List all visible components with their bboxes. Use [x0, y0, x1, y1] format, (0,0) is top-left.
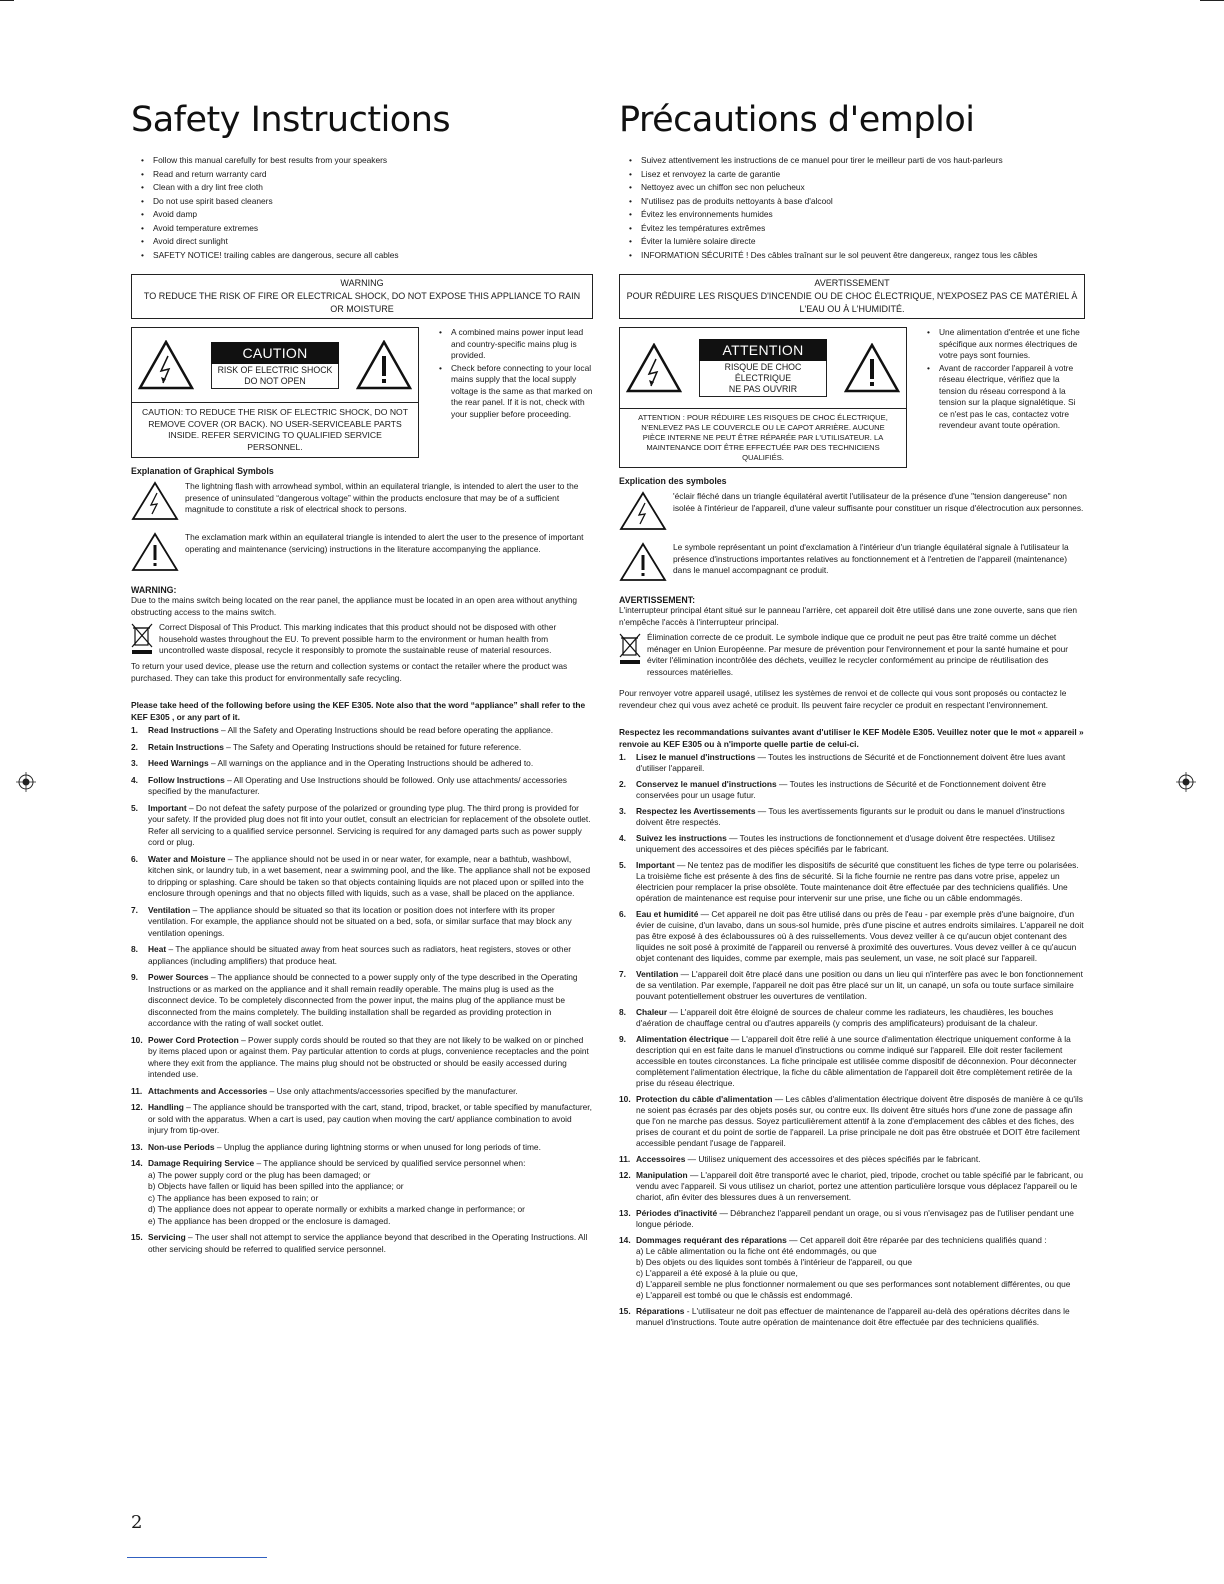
- caution-sub-text: RISK OF ELECTRIC SHOCK: [217, 364, 333, 375]
- return-paragraph: To return your used device, please use the return and collection systems or contact the retailer where the product was purchased. They can take this product for environmentally safe recycling.: [131, 661, 568, 683]
- instruction-item: [131, 905, 593, 940]
- item-description: — L'appareil doit être placé dans une position ou dans un lieu qui n'interfère pas avec le bon fonctionnement de sa ventilation. Par exemple, l'appareil ne doit pas être placé sur un lit, un canapé, un sofa ou toute surface similaire pouvant potentiellement obstruer les ouvertures de ventilation.: [636, 969, 1083, 1001]
- symbol-text: 'éclair fléché dans un triangle équilatéral avertit l'utilisateur de la présence d'une "tension dangereuse" non isolée à l'intérieur de l'appareil, d'une valeur suffisante pour constituer un risque d'électrocution aux personnes.: [673, 491, 1084, 513]
- sub-item: d) L'appareil semble ne plus fonctionner normalement ou que ses performances sont notablement différentes, ou que: [636, 1279, 1071, 1289]
- crop-mark-top-right: [1200, 0, 1224, 1]
- instruction-item: [131, 1158, 593, 1227]
- instruction-item: [619, 1154, 1085, 1165]
- sub-item: e) L'appareil est tombé ou que le châssis est endommagé.: [636, 1290, 853, 1300]
- lightning-triangle-icon: [619, 491, 667, 536]
- instruction-item: [619, 969, 1085, 1002]
- list-item: • Read and return warranty card: [143, 168, 593, 182]
- item-number: 6.: [619, 909, 626, 919]
- item-title: Power Cord Protection: [148, 1034, 239, 1045]
- instruction-item: [131, 742, 593, 754]
- list-item: • Avoid temperature extremes: [143, 222, 593, 236]
- exclamation-triangle-icon: [131, 532, 179, 577]
- sub-item: b) Objects have fallen or liquid has been spilled into the appliance; or: [148, 1181, 404, 1191]
- item-description: — L'appareil doit être éloigné de sources de chaleur comme les radiateurs, les chaudières, les bouches d'aération de chauffage central ou d'autres appareils (y compris des amplificateurs) produisant de la chaleur.: [636, 1007, 1054, 1028]
- warning-label: WARNING:: [131, 585, 177, 595]
- item-number: 7.: [619, 969, 626, 979]
- item-number: 2.: [619, 779, 626, 789]
- list-item: • Avant de raccorder l'appareil à votre réseau électrique, vérifiez que la tension du réseau correspond à la tension sur la plaque signalétique. Si ce n'est pas le cas, contactez votre revendeur avant toute opération.: [929, 363, 1085, 432]
- item-description: – The Safety and Operating Instructions should be retained for future reference.: [223, 741, 522, 752]
- instruction-item: [131, 1142, 593, 1154]
- symbol-explanation: [619, 542, 1085, 587]
- item-title: Non-use Periods: [148, 1141, 215, 1152]
- list-item: • Évitez les environnements humides: [631, 208, 1085, 222]
- instruction-item: [619, 1034, 1085, 1089]
- item-title: Heat: [148, 944, 167, 954]
- item-description: – Do not defeat the safety purpose of the polarized or grounding type plug. The third prong is provided for your safety. If the provided plug does not fit into your outlet, consult an electrician for replacement of the obsolete outlet. Refer all servicing to a qualified service personnel. Servicing is required for any damaged parts such as power supply cord or plug.: [148, 802, 591, 847]
- item-title: Follow Instructions: [148, 774, 225, 785]
- instruction-item: [619, 752, 1085, 774]
- item-description: — Utilisez uniquement des accessoires et des pièces spécifiés par le fabricant.: [685, 1154, 981, 1164]
- return-paragraph: Pour renvoyer votre appareil usagé, utilisez les systèmes de renvoi et de collecte qui vous sont proposés ou contactez le revendeur chez qui vous avez acheté ce produit. Ils peuvent faire recycler ce produit en respectant l'environnement.: [619, 688, 1067, 710]
- intro-text: Respectez les recommandations suivantes avant d'utiliser le KEF Modèle E305. Veuillez noter que le mot « appareil » renvoie au KEF E305 ou à n'importe quelle partie de celui-ci.: [619, 727, 1084, 749]
- caution-label-box: [131, 327, 419, 458]
- item-title: Power Sources: [148, 972, 209, 982]
- weee-block: [131, 622, 593, 661]
- footer-rule: [127, 1557, 267, 1558]
- page-title-fr: Précautions d'emploi: [619, 100, 975, 140]
- item-description: – The appliance should be connected to a power supply only of the type described in the Operating Instructions or as marked on the appliance and it shall remain readily operable. The mains plug is used as the disconnect device. To be completely disconnected from the power input, the mains plug of the appliance must be disconnected from the mains completely. The building installation shall be regarded as providing protection in accordance with the rating of wall socket outlet.: [148, 972, 578, 1028]
- item-title: Protection du câble d'alimentation: [636, 1094, 773, 1104]
- item-title: Water and Moisture: [148, 853, 226, 864]
- warning-text: POUR RÉDUIRE LES RISQUES D'INCENDIE OU DE CHOC ÉLECTRIQUE, N'EXPOSEZ PAS CE MATÉRIEL À L'EAU OU À L'HUMIDITÉ.: [626, 291, 1078, 314]
- item-number: 3.: [619, 806, 626, 816]
- symbol-explanation: [131, 532, 593, 577]
- caution-sub-text: NE PAS OUVRIR: [728, 384, 798, 394]
- item-number: 7.: [131, 904, 138, 915]
- item-title: Damage Requiring Service: [148, 1158, 255, 1168]
- instruction-item: [131, 1086, 593, 1098]
- lightning-warning-icon: [138, 340, 194, 390]
- item-description: – Power supply cords should be routed so that they are not likely to be walked on or pinched by items placed upon or against them. Pay particular attention to cords at plugs, convenience receptacles and the point where they exit from the appliance. The mains plug should not be obstructed or should be easily accessed during intended use.: [148, 1034, 589, 1079]
- page-number: 2: [131, 1512, 143, 1533]
- warning-text: TO REDUCE THE RISK OF FIRE OR ELECTRICAL SHOCK, DO NOT EXPOSE THIS APPLIANCE TO RAIN OR MOISTURE: [143, 291, 581, 314]
- item-description: — Les câbles d'alimentation électrique doivent être disposés de manière à ce qu'ils ne soient pas écrasés par des objets posés sur, ou contre eux. Ils doivent être situés hors d'une zone de passage afin que l'on ne marche pas dessus. Soyez particulièrement attentif à la zone d'emplacement des câbles et des fiches, des prises de courant et du point de sortie de l'appareil. La prise principale ne doit pas être obstruée et DOIT être facilement accessible pendant l'usage de l'appareil.: [636, 1094, 1083, 1148]
- instruction-item: [131, 972, 593, 1030]
- weee-text: Correct Disposal of This Product. This marking indicates that this product should not be disposed with other household wastes throughout the EU. To prevent possible harm to the environment or human health from uncontrolled waste disposal, recycle it responsibly to promote the sustainable reuse of material resources.: [159, 622, 557, 655]
- symbol-explanation: [131, 481, 593, 526]
- safety-bullets-fr: [619, 154, 1085, 262]
- instruction-item: [131, 803, 593, 849]
- sub-item: a) Le câble alimentation ou la fiche ont été endommagés, ou que: [636, 1246, 877, 1256]
- sub-item: a) The power supply cord or the plug has been damaged; or: [148, 1169, 371, 1180]
- exclamation-warning-icon: [356, 340, 412, 390]
- item-description: — Cet appareil ne doit pas être utilisé dans ou près de l'eau - par exemple près d'une baignoire, d'un évier de cuisine, d'un lavabo, dans un sous-sol humide, près d'une piscine et autres endroits similaires. L'appareil ne doit pas être exposé à des éclaboussures où à des ruissellements. Vous devez veiller à ce qu'aucun objet contenant des liquides ne soit posé à proximité de l'appareil ou renversé à proximité des ouvertures. Vous devez veiller à ce qu'aucun objet contenant des liquides, comme par exemple, mais pas seulement, un vase, ne soit placé sur l'appareil.: [636, 909, 1084, 963]
- lightning-triangle-icon: [131, 481, 179, 526]
- crossed-bin-icon: [131, 622, 153, 661]
- list-item: • A combined mains power input lead and country-specific mains plug is provided.: [441, 327, 593, 362]
- instruction-item: [131, 944, 593, 967]
- list-item: • Nettoyez avec un chiffon sec non pelucheux: [631, 181, 1085, 195]
- item-description: – The appliance should not be used in or near water, for example, near a bathtub, washbowl, kitchen sink, or laundry tub, in a wet basement, near a swimming pool, and the like. The appliance shall not be exposed to dripping or splashing. Care should be taken so that objects containing liquids are not placed upon or spilled into the enclosure through openings and that no objects filled with liquids, such as a vase, shall be placed on the appliance.: [148, 853, 591, 898]
- instruction-item: [619, 1007, 1085, 1029]
- item-title: Lisez le manuel d'instructions: [636, 752, 756, 762]
- registration-mark-icon: [1176, 772, 1196, 797]
- item-title: Handling: [148, 1102, 184, 1112]
- item-description: – Unplug the appliance during lightning storms or when unused for long periods of time.: [214, 1141, 541, 1152]
- caution-sub-text: ÉLECTRIQUE: [734, 373, 792, 383]
- instruction-item: [131, 775, 593, 798]
- list-item: • Follow this manual carefully for best results from your speakers: [143, 154, 593, 168]
- item-description: - L'utilisateur ne doit pas effectuer de maintenance de l'appareil au-delà des opérations décrites dans le manuel d'instructions. Toute autre opération de maintenance doit être effectuée par des techniciens qualifiés.: [636, 1306, 1070, 1327]
- warning-paragraph: L'interrupteur principal étant situé sur le panneau l'arrière, cet appareil doit être utilisé dans une zone ouverte, sans que rien n'empêche l'accès à l'interrupteur principal.: [619, 605, 1078, 627]
- item-title: Ventilation: [148, 904, 191, 915]
- item-number: 9.: [131, 972, 138, 982]
- mains-info-bullets: [429, 327, 593, 458]
- caution-row: [131, 327, 593, 458]
- instruction-item: [619, 860, 1085, 904]
- caution-label: ATTENTION: [699, 339, 827, 361]
- list-item: • N'utilisez pas de produits nettoyants à base d'alcool: [631, 195, 1085, 209]
- item-title: Dommages requérant des réparations: [636, 1235, 787, 1245]
- sub-item: c) L'appareil a été exposé à la pluie ou que,: [636, 1268, 798, 1278]
- item-number: 1.: [619, 752, 626, 762]
- item-number: 8.: [131, 944, 138, 954]
- sub-item: c) The appliance has been exposed to rain; or: [148, 1192, 319, 1203]
- warning-label: AVERTISSEMENT:: [619, 595, 696, 605]
- warning-title: WARNING: [340, 278, 384, 288]
- item-number: 13.: [131, 1141, 143, 1152]
- item-title: Retain Instructions: [148, 741, 224, 752]
- sub-item: e) The appliance has been dropped or the enclosure is damaged.: [148, 1215, 391, 1226]
- item-number: 9.: [619, 1034, 626, 1044]
- mains-info-bullets-fr: [917, 327, 1085, 468]
- weee-text: Élimination correcte de ce produit. Le symbole indique que ce produit ne peut pas être traité comme un déchet ménager en Union Européenne. Par mesure de prévention pour l'environnement et pour la santé humaine et pour éviter l'élimination incontrôlée des déchets, veuillez le recycler conformément au principe de réutilisation des ressources matérielles.: [647, 632, 1069, 677]
- item-title: Heed Warnings: [148, 758, 209, 768]
- item-description: – The appliance should be serviced by qualified service personnel when:: [254, 1158, 526, 1168]
- caution-sub-text: DO NOT OPEN: [244, 375, 306, 386]
- instruction-item: [619, 1094, 1085, 1149]
- intro-text: Please take heed of the following before using the KEF E305. Note also that the word “appliance” shall refer to the KEF E305 , or any part of it.: [131, 700, 586, 722]
- item-title: Chaleur: [636, 1007, 668, 1017]
- instruction-item: [619, 1306, 1085, 1328]
- item-number: 8.: [619, 1007, 626, 1017]
- item-description: – All the Safety and Operating Instructions should be read before operating the appliance.: [218, 725, 554, 735]
- symbols-heading-fr: Explication des symboles: [619, 476, 727, 486]
- item-description: – Use only attachments/accessories specified by the manufacturer.: [267, 1085, 518, 1096]
- instruction-item: [131, 1102, 593, 1137]
- symbols-heading: Explanation of Graphical Symbols: [131, 466, 274, 476]
- sub-item: b) Des objets ou des liquides sont tombés à l'intérieur de l'appareil, ou que: [636, 1257, 913, 1267]
- item-description: — Cet appareil doit être réparée par des techniciens qualifiés quand :: [786, 1235, 1047, 1245]
- item-number: 6.: [131, 853, 138, 864]
- item-title: Servicing: [148, 1232, 186, 1242]
- item-title: Important: [148, 802, 187, 813]
- item-description: — Toutes les instructions de fonctionnement et d'usage doivent être respectées. Utilisez uniquement des accessoires et des pièces spécifiés par le fabricant.: [636, 833, 1056, 854]
- instruction-item: [131, 758, 593, 770]
- item-description: — L'appareil doit être transporté avec le chariot, pied, tripode, crochet ou table spécifié par le fabricant, ou vendu avec l'appareil. Si vous utilisez un chariot, portez une attention particulière lorsque vous déplacez l'appareil ou le chariot, afin éviter des blessures dues à un renversement.: [636, 1170, 1084, 1202]
- registration-mark-icon: [16, 772, 36, 797]
- instruction-item: [619, 1208, 1085, 1230]
- item-number: 2.: [131, 741, 138, 752]
- symbol-text: Le symbole représentant un point d'exclamation à l'intérieur d'un triangle équilatéral signale à l'utilisateur la présence d'instructions importantes relatives au fonctionnement et à l'entretien de l'appareil (maintenance) dans le manuel accompagnant ce produit.: [673, 542, 1069, 575]
- item-number: 4.: [619, 833, 626, 843]
- item-number: 5.: [131, 802, 138, 813]
- item-title: Read Instructions: [148, 725, 219, 735]
- item-description: — Ne tentez pas de modifier les dispositifs de sécurité que constituent les fiches de type terre ou polarisées. La troisième fiche est présente à des fins de sécurité. Si la fiche fournie ne rentre pas dans votre prise, appelez un électricien pour remplacer la prise obsolète. Toute maintenance doit être effectuée par des techniciens qualifiés. Une opération de maintenance est requise pour intervenir sur une prise, une fiche ou un câble endommagés.: [636, 860, 1079, 903]
- crop-mark-top-left: [0, 0, 14, 1]
- item-description: – All Operating and Use Instructions should be followed. Only use attachments/ accessories specified by the manufacturer.: [148, 774, 567, 796]
- instruction-list-fr: [619, 752, 1085, 1328]
- item-number: 3.: [131, 758, 138, 768]
- warning-box-fr: [619, 274, 1085, 319]
- caution-text: CAUTION: TO REDUCE THE RISK OF ELECTRIC SHOCK, DO NOT REMOVE COVER (OR BACK). NO USER-SERVICEABLE PARTS INSIDE. REFER SERVICING TO QUALIFIED SERVICE PERSONNEL.: [142, 407, 408, 452]
- sub-item: d) The appliance does not appear to operate normally or exhibits a marked change in performance; or: [148, 1204, 525, 1214]
- list-item: • Do not use spirit based cleaners: [143, 195, 593, 209]
- item-description: – The user shall not attempt to service the appliance beyond that described in the Operating Instructions. All other servicing should be referred to qualified service personnel.: [148, 1232, 588, 1254]
- instruction-list: [131, 725, 593, 1255]
- item-title: Attachments and Accessories: [148, 1085, 268, 1096]
- instruction-item: [619, 779, 1085, 801]
- list-item: • Avoid damp: [143, 208, 593, 222]
- item-number: 14.: [619, 1235, 631, 1245]
- warning-title: AVERTISSEMENT: [814, 278, 890, 288]
- crossed-bin-icon: [619, 632, 641, 671]
- item-description: – The appliance should be situated away from heat sources such as radiators, heat registers, stoves or other appliances (including amplifiers) that produce heat.: [148, 944, 572, 966]
- list-item: • Une alimentation d'entrée et une fiche spécifique aux normes électriques de votre pays sont fournies.: [929, 327, 1085, 362]
- item-title: Alimentation électrique: [636, 1034, 729, 1044]
- item-description: — Tous les avertissements figurants sur le produit ou dans le manuel d'instructions doivent être respectés.: [636, 806, 1065, 827]
- list-item: • Avoid direct sunlight: [143, 235, 593, 249]
- exclamation-triangle-icon: [619, 542, 667, 587]
- list-item: • INFORMATION SÉCURITÉ ! Des câbles traînant sur le sol peuvent être dangereux, rangez tous les câbles: [631, 249, 1085, 263]
- item-number: 15.: [619, 1306, 631, 1316]
- warning-box: [131, 274, 593, 319]
- item-title: Périodes d'inactivité: [636, 1208, 718, 1218]
- item-number: 5.: [619, 860, 626, 870]
- item-description: – The appliance should be situated so that its location or position does not interfere with its proper ventilation. For example, the appliance should not be situated on a bed, sofa, or similar surface that may block any ventilation openings.: [148, 904, 572, 938]
- lightning-warning-icon: [626, 343, 682, 393]
- caution-row-fr: [619, 327, 1085, 468]
- item-title: Suivez les instructions: [636, 833, 727, 843]
- instruction-item: [619, 833, 1085, 855]
- instruction-item: [131, 1232, 593, 1255]
- safety-bullets: [131, 154, 593, 262]
- instruction-item: [619, 1235, 1085, 1301]
- item-description: – All warnings on the appliance and in the Operating Instructions should be adhered to.: [208, 758, 534, 768]
- instruction-item: [131, 725, 593, 737]
- item-description: – The appliance should be transported with the cart, stand, tripod, bracket, or table specified by manufacturer, or sold with the apparatus. When a cart is used, pay caution when moving the cart/ appliance combination to avoid injury from tip-over.: [148, 1102, 592, 1135]
- english-column: [131, 100, 593, 1260]
- list-item: • Lisez et renvoyez la carte de garantie: [631, 168, 1085, 182]
- warning-paragraph: Due to the mains switch being located on the rear panel, the appliance must be located in an open area without anything obstructing access to the mains switch.: [131, 595, 578, 617]
- caution-sub-text: RISQUE DE CHOC: [724, 362, 802, 372]
- weee-block: [619, 632, 1085, 678]
- item-description: — Toutes les instructions de Sécurité et de Fonctionnement doivent être conservées pour un usage futur.: [636, 779, 1047, 800]
- instruction-item: [619, 806, 1085, 828]
- item-number: 13.: [619, 1208, 631, 1218]
- item-title: Eau et humidité: [636, 909, 699, 919]
- item-title: Accessoires: [636, 1154, 686, 1164]
- list-item: • Check before connecting to your local mains supply that the local supply voltage is the same as that marked on the rear panel. If it is not, check with your supplier before proceeding.: [441, 363, 593, 421]
- item-number: 11.: [131, 1085, 143, 1096]
- list-item: • Évitez les températures extrêmes: [631, 222, 1085, 236]
- instruction-item: [619, 1170, 1085, 1203]
- french-column: [619, 100, 1085, 1333]
- caution-label-box-fr: [619, 327, 907, 468]
- list-item: • Clean with a dry lint free cloth: [143, 181, 593, 195]
- item-number: 15.: [131, 1232, 143, 1242]
- item-number: 14.: [131, 1158, 143, 1168]
- symbol-explanation: [619, 491, 1085, 536]
- caution-text: ATTENTION : POUR RÉDUIRE LES RISQUES DE CHOC ÉLECTRIQUE, N'ENLEVEZ PAS LE COUVERCLE OU LE CAPOT ARRIÈRE. AUCUNE PIÈCE INTERNE NE PEUT ÊTRE RÉPARÉE PAR L'UTILISATEUR. LA MAINTENANCE DOIT ÊTRE EFFECTUÉE PAR DES TECHNICIENS QUALIFIÉS.: [638, 413, 888, 462]
- list-item: • Suivez attentivement les instructions de ce manuel pour tirer le meilleur parti de vos haut-parleurs: [631, 154, 1085, 168]
- item-number: 1.: [131, 725, 138, 735]
- item-title: Important: [636, 860, 675, 870]
- instruction-item: [619, 909, 1085, 964]
- item-title: Réparations: [636, 1306, 685, 1316]
- item-number: 11.: [619, 1154, 631, 1164]
- item-description: — Toutes les instructions de Sécurité et de Fonctionnement doivent être lues avant d'utiliser l'appareil.: [636, 752, 1066, 773]
- item-title: Ventilation: [636, 969, 679, 979]
- symbol-text: The exclamation mark within an equilateral triangle is intended to alert the user to the presence of important operating and maintenance (servicing) instructions in the literature accompanying the appliance.: [185, 532, 584, 554]
- item-number: 12.: [619, 1170, 631, 1180]
- instruction-item: [131, 854, 593, 900]
- caution-label: CAUTION: [211, 342, 339, 364]
- item-title: Conservez le manuel d'instructions: [636, 779, 777, 789]
- item-description: — L'appareil doit être relié à une source d'alimentation électrique uniquement conforme à la description qui en est faite dans le manuel d'instructions ou comme indiqué sur l'appareil. Elle doit rester facilement accessible en toutes circonstances. La fiche principale est utilisée comme dispositif de déconnexion. Pour déconnecter complètement l'alimentation électrique, la fiche du câble alimentation de l'appareil doit être complètement retirée de la prise du réseau électrique.: [636, 1034, 1077, 1088]
- item-number: 10.: [619, 1094, 631, 1104]
- list-item: • Éviter la lumière solaire directe: [631, 235, 1085, 249]
- item-title: Manipulation: [636, 1170, 688, 1180]
- item-number: 12.: [131, 1102, 143, 1112]
- item-number: 4.: [131, 774, 138, 785]
- symbol-text: The lightning flash with arrowhead symbol, within an equilateral triangle, is intended to alert the user to the presence of uninsulated “dangerous voltage” within the products enclosure that may be of a sufficient magnitude to constitute a risk of electrical shock to persons.: [185, 481, 579, 514]
- item-description: — Débranchez l'appareil pendant un orage, ou si vous n'envisagez pas de l'utiliser pendant une longue période.: [636, 1208, 1074, 1229]
- item-title: Respectez les Avertissements: [636, 806, 756, 816]
- instruction-item: [131, 1035, 593, 1081]
- page-title: Safety Instructions: [131, 100, 451, 140]
- item-number: 10.: [131, 1034, 143, 1045]
- exclamation-warning-icon: [844, 343, 900, 393]
- list-item: • SAFETY NOTICE! trailing cables are dangerous, secure all cables: [143, 249, 593, 263]
